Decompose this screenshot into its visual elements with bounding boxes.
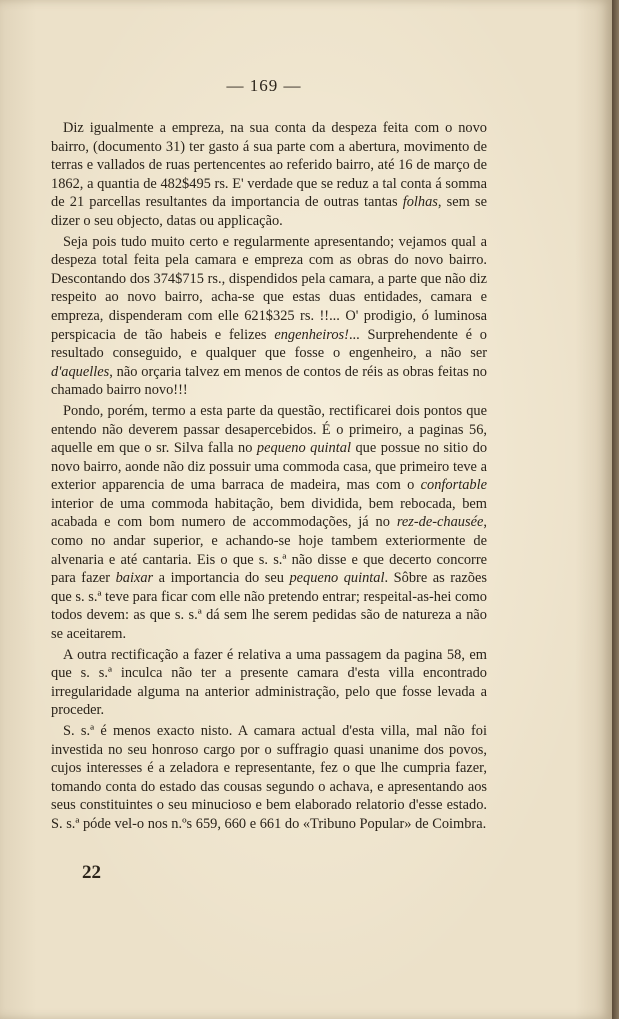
italic-phrase: engenheiros! [274, 326, 349, 343]
text-run: . Sôbre as razões que s. s.ª teve para ficar com elle não pretendo entrar; respeital-as-hei como todos devem: as que s. s.ª dá sem lhe serem pedidas são de natureza a não se aceitarem. [51, 570, 487, 643]
paragraph-3 [51, 402, 487, 644]
italic-phrase: baixar [115, 570, 154, 587]
text-run: que possue no sitio do novo bairro, aonde não diz possuir uma commoda casa, que primeiro teve a exterior apparencia de uma barraca de madeira, mas com o [51, 440, 488, 494]
italic-phrase: folhas [402, 194, 438, 211]
italic-phrase: confortable [420, 477, 487, 494]
text-run: Diz igualmente a empreza, na sua conta da despeza feita com o novo bairro, (documento 31) ter gasto á sua parte com a abertura, movimento de terras e vallados de ruas pertencentes ao referido bairro, até 16 de março de 1862, a quantia de 482$495 rs. E' verdade que se reduz a tal conta á somma de 21 parcellas resultantes da importancia de outras tantas [51, 120, 487, 211]
page-number: — 169 — [226, 76, 302, 95]
text-run: ... Surprehendente é o resultado conseguido, e qualquer que fosse o engenheiro, a não ser [51, 326, 487, 362]
text-run: Pondo, porém, termo a esta parte da questão, rectificarei dois pontos que entendo não deverem passar desapercebidos. É o primeiro, a paginas 56, aquelle em que o sr. Silva falla no [51, 402, 487, 457]
text-run: , como no andar superior, e achando-se hoje tambem exteriormente de alvenaria e até cantaria. Eis o que s. s.ª não disse e que decerto concorre para fazer [51, 514, 487, 587]
italic-phrase: rez-de-chausée [396, 514, 484, 531]
text-run: , não orçaria talvez em menos de contos de réis as obras feitas no chamado bairro novo!!! [51, 363, 487, 399]
paragraph-2 [51, 233, 487, 400]
text-run: interior de uma commoda habitação, bem dividida, bem rebocada, bem acabada e com bom numero de accommodações, já no [51, 495, 487, 531]
page-edge [612, 0, 619, 1019]
italic-phrase: pequeno quintal [256, 440, 351, 457]
text-run: Seja pois tudo muito certo e regularmente apresentando; vejamos qual a despeza total feita pela camara e empreza com as obras do novo bairro. Descontando dos 374$715 rs., dispendidos pela camara, a parte que não diz respeito ao novo bairro, acha-se que estas duas entidades, camara e empreza, dispenderam com elle 621$325 rs. !!... O' prodigio, ó luminosa perspicacia de tão habeis e felizes [51, 233, 487, 343]
paragraph-4 [51, 646, 487, 720]
body-text [51, 119, 487, 834]
signature-mark: 22 [82, 862, 101, 883]
text-run: , sem se dizer o seu objecto, datas ou applicação. [51, 194, 487, 229]
paragraph-5 [51, 722, 487, 834]
text-run: a importancia do seu [153, 570, 290, 587]
paragraph-1 [51, 119, 487, 231]
italic-phrase: d'aquelles [51, 363, 110, 380]
text-run: A outra rectificação a fazer é relativa a uma passagem da pagina 58, em que s. s.ª inculca não ter a presente camara d'esta villa encontrado irregularidade alguma na anterior administração, pelo que fosse levada a proceder. [51, 646, 487, 719]
italic-phrase: pequeno quintal [289, 570, 385, 587]
text-run: S. s.ª é menos exacto nisto. A camara actual d'esta villa, mal não foi investida no seu honroso cargo por o suffragio quasi unanime dos povos, cujos interesses é a zeladora e representante, fez o que lhe cumpria fazer, tomando conta do estado das cousas segundo o achava, e apresentando aos seus constituintes o seu minucioso e bem elaborado relatorio d'esse estado. S. s.ª póde vel-o nos n.ºs 659, 660 e 661 do «Tribuno Popular» de Coimbra. [51, 723, 487, 832]
